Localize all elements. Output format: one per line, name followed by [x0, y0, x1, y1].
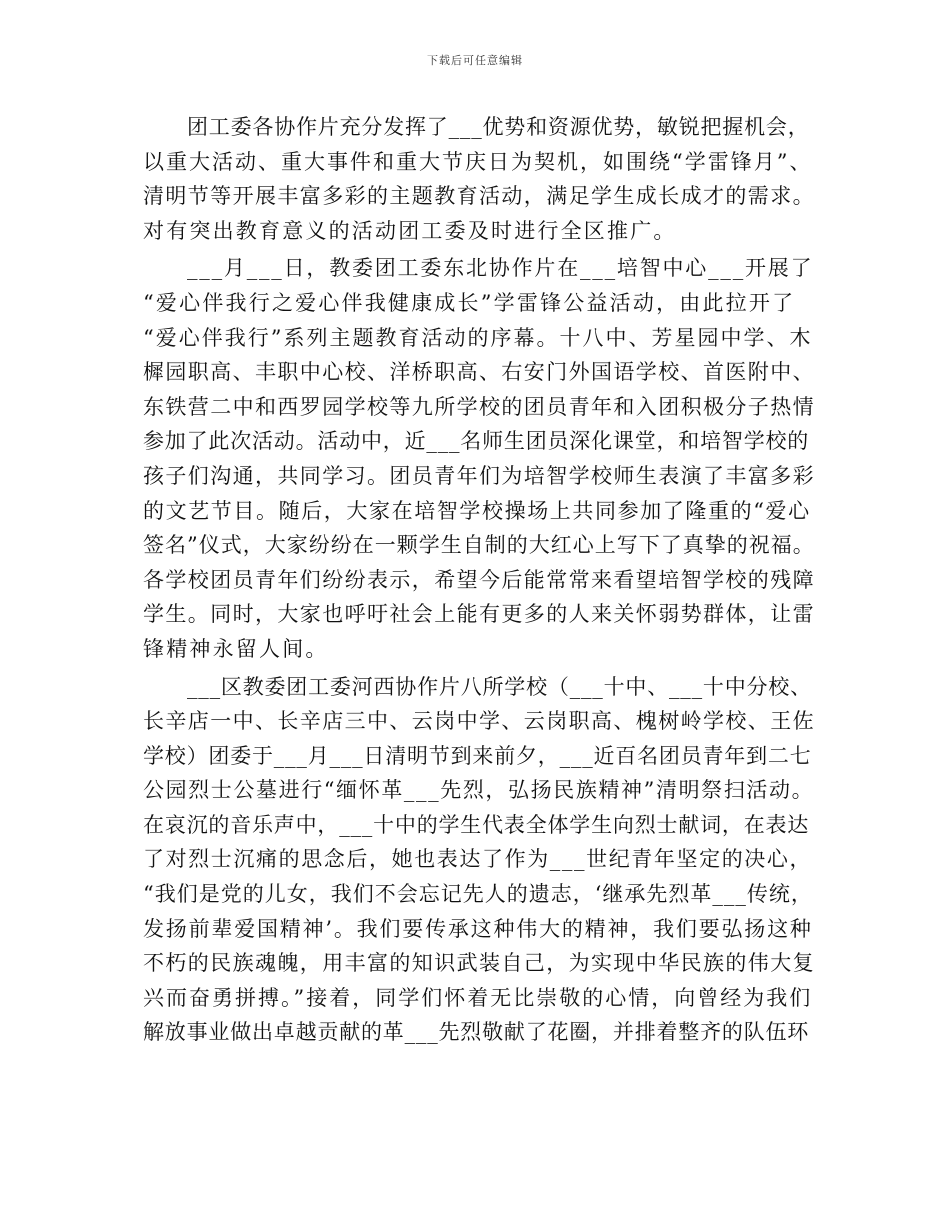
text-line: 签名”仪式，大家纷纷在一颗学生自制的大红心上写下了真挚的祝福。: [143, 533, 815, 558]
text-line: “我们是党的儿女，我们不会忘记先人的遗志，‘继承先烈革___传统，: [143, 882, 813, 907]
text-line: ___区教委团工委河西协作片八所学校（___十中、___十中分校、: [187, 674, 812, 699]
text-line: 的文艺节目。随后，大家在培智学校操场上共同参加了隆重的“爱心: [143, 498, 811, 523]
text-line: 清明节等开展丰富多彩的主题教育活动，满足学生成长成才的需求。: [143, 184, 815, 209]
text-line: 锋精神永留人间。: [143, 636, 329, 661]
text-line: 学校）团委于___月___日清明节到来前夕，___近百名团员青年到二七: [143, 743, 812, 768]
text-line: 东铁营二中和西罗园学校等九所学校的团员青年和入团积极分子热情: [143, 394, 815, 419]
text-line: 了对烈士沉痛的思念后，她也表达了作为___世纪青年坚定的决心，: [143, 847, 813, 872]
text-line: “爱心伴我行”系列主题教育活动的序幕。十八中、芳星园中学、木: [143, 325, 813, 350]
text-line: 长辛店一中、长辛店三中、云岗中学、云岗职高、槐树岭学校、王佐: [143, 709, 815, 734]
text-line: 在哀沉的音乐声中，___十中的学生代表全体学生向烈士献词，在表达: [143, 812, 810, 837]
text-line: 各学校团员青年们纷纷表示，希望今后能常常来看望培智学校的残障: [143, 567, 815, 592]
text-line: ___月___日，教委团工委东北协作片在___培智中心___开展了: [187, 256, 814, 281]
text-line: 学生。同时，大家也呼吁社会上能有更多的人来关怀弱势群体，让雷: [143, 602, 815, 627]
text-line: 以重大活动、重大事件和重大节庆日为契机，如围绕“学雷锋月”、: [143, 149, 813, 174]
paragraph-3: [143, 670, 815, 1051]
text-line: 兴而奋勇拼搏。”接着，同学们怀着无比崇敬的心情，向曾经为我们: [143, 985, 813, 1010]
text-line: 孩子们沟通，共同学习。团员青年们为培智学校师生表演了丰富多彩: [143, 463, 815, 488]
text-line: 参加了此次活动。活动中，近___名师生团员深化课堂，和培智学校的: [143, 429, 810, 454]
text-line: 解放事业做出卓越贡献的革___先烈敬献了花圈，并排着整齐的队伍环: [143, 1020, 810, 1045]
text-line: 公园烈士公墓进行“缅怀革___先烈，弘扬民族精神”清明祭扫活动。: [143, 778, 815, 803]
text-line: 不朽的民族魂魄，用丰富的知识武装自己，为实现中华民族的伟大复: [143, 951, 815, 976]
document-body: [143, 110, 815, 1053]
text-line: 团工委各协作片充分发挥了___优势和资源优势，敏锐把握机会，: [187, 115, 810, 139]
paragraph-1: [143, 110, 815, 248]
text-line: “爱心伴我行之爱心伴我健康成长”学雷锋公益活动，由此拉开了: [143, 290, 796, 315]
text-line: 对有突出教育意义的活动团工委及时进行全区推广。: [143, 218, 677, 243]
paragraph-2: [143, 251, 815, 666]
page-header: 下载后可任意编辑: [427, 54, 523, 67]
text-line: 发扬前辈爱国精神’。我们要传承这种伟大的精神，我们要弘扬这种: [143, 916, 813, 941]
text-line: 樨园职高、丰职中心校、洋桥职高、右安门外国语学校、首医附中、: [143, 360, 815, 385]
